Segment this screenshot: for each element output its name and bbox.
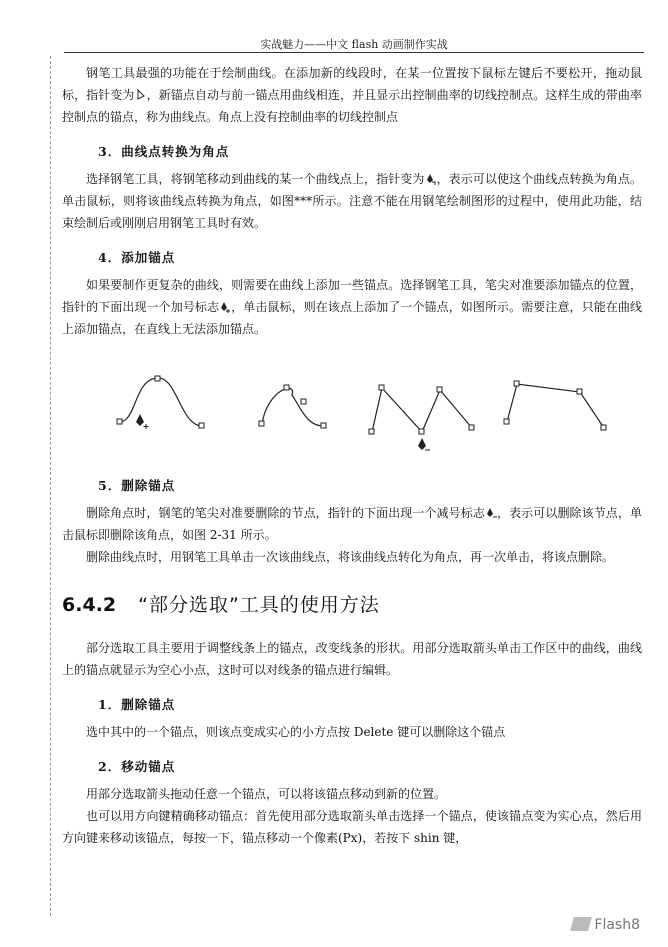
anchor-point — [301, 399, 306, 404]
section-title: “部分选取”工具的使用方法 — [138, 594, 380, 616]
paragraph-curves — [62, 62, 642, 128]
anchor-point — [437, 387, 442, 392]
anchor-point — [601, 425, 606, 430]
paragraph-text: 选择钢笔工具，将钢笔移动到曲线的某一个曲线点上，指针变为 — [86, 172, 425, 186]
paragraph-text: ，表示可以使这个曲线点转换为角点。单击鼠标，则将该曲线点转换为角点，如图***所示。注意不能在用钢笔绘制图形的过程中，使用此功能，结束绘制后或刚刚启用钢笔工具时有效。 — [62, 172, 642, 230]
anchor-point — [199, 423, 204, 428]
anchor-figures — [62, 350, 642, 460]
zigzag-path — [372, 388, 472, 432]
anchor-point — [284, 385, 289, 390]
logo-text: Flash8 — [594, 917, 640, 933]
anchor-figure-svg — [62, 350, 642, 460]
paragraph-text: 钢笔工具最强的功能在于绘制曲线。在添加新的线段时，在某一位置按下鼠标左键后不要松开，拖动鼠标，指针变为 — [62, 66, 642, 102]
paragraph-delete-corner — [62, 502, 642, 546]
paragraph-text: 删除角点时，钢笔的笔尖对准要删除的节点，指针的下面出现一个减号标志 — [86, 506, 485, 520]
curve-path-2 — [262, 388, 324, 426]
paragraph-text: ，表示可以删除该节点，单击鼠标即删除该角点，如图 2-31 所示。 — [62, 506, 642, 542]
paragraph-delete-key: 选中其中的一个锚点，则该点变成实心的小方点按 Delete 键可以删除这个锚点 — [86, 725, 506, 739]
paragraph-convert — [62, 168, 642, 234]
section-heading — [62, 590, 642, 617]
subheading-convert-point: 3．曲线点转换为角点 — [98, 144, 230, 159]
pen-curve-cursor-icon — [135, 89, 147, 101]
curve-path-1 — [120, 378, 202, 426]
binding-margin-line — [50, 56, 51, 916]
subheading-delete-anchor-2: 1．删除锚点 — [98, 697, 176, 712]
anchor-point — [117, 419, 122, 424]
paragraph-text: ，单击鼠标，则在该点上添加了一个锚点，如图所示。需要注意，只能在曲线上添加锚点，在直线上无法添加锚点。 — [62, 300, 642, 336]
section-number: 6.4.2 — [62, 594, 117, 616]
page-content — [62, 62, 642, 849]
paragraph-text: ，新锚点自动与前一锚点用曲线相连，并且显示出控制曲率的切线控制点。这样生成的带曲率控制点的锚点，称为曲线点。角点上没有控制曲率的切线控制点 — [62, 88, 642, 124]
anchor-point — [369, 429, 374, 434]
subheading-add-anchor: 4．添加锚点 — [98, 250, 176, 265]
watermark-logo — [572, 917, 640, 933]
paragraph-delete-curve: 删除曲线点时，用钢笔工具单击一次该曲线点，将该曲线点转化为角点，再一次单击，将该点删除。 — [86, 550, 615, 564]
paragraph-arrow-keys: 也可以用方向键精确移动锚点：首先使用部分选取箭头单击选择一个锚点，使该锚点变为实心点，然后用方向键来移动该锚点，每按一下，锚点移动一个像素(Px)，若按下 shin 键， — [62, 809, 642, 845]
anchor-point — [155, 376, 160, 381]
pen-convert-cursor-icon — [424, 173, 436, 185]
logo-mark-icon — [571, 917, 593, 931]
anchor-point — [379, 385, 384, 390]
subheading-move-anchor: 2．移动锚点 — [98, 759, 176, 774]
pen-delete-cursor-icon — [418, 438, 430, 450]
pen-add-cursor-icon — [136, 414, 149, 429]
running-header: 实战魅力——中文 flash 动画制作实战 — [260, 38, 448, 51]
pen-delete-cursor-icon — [485, 507, 497, 519]
anchor-point — [514, 381, 519, 386]
paragraph-subselect: 部分选取工具主要用于调整线条上的锚点，改变线条的形状。用部分选取箭头单击工作区中的曲线，曲线上的锚点就显示为空心小点，这时可以对线条的锚点进行编辑。 — [62, 641, 642, 677]
header-rule — [64, 52, 644, 53]
anchor-point — [469, 425, 474, 430]
polyline-path — [507, 384, 604, 428]
anchor-point — [321, 423, 326, 428]
anchor-point — [504, 419, 509, 424]
paragraph-text: 如果要制作更复杂的曲线，则需要在曲线上添加一些锚点。选择钢笔工具，笔尖对准要添加锚点的位置，指针的下面出现一个加号标志 — [62, 278, 642, 314]
paragraph-drag-anchor: 用部分选取箭头拖动任意一个锚点，可以将该锚点移动到新的位置。 — [86, 787, 447, 801]
anchor-point — [419, 429, 424, 434]
anchor-point — [577, 389, 582, 394]
paragraph-add-anchor — [62, 274, 642, 340]
pen-add-cursor-icon — [219, 301, 231, 313]
subheading-delete-anchor: 5．删除锚点 — [98, 478, 176, 493]
anchor-point — [259, 421, 264, 426]
